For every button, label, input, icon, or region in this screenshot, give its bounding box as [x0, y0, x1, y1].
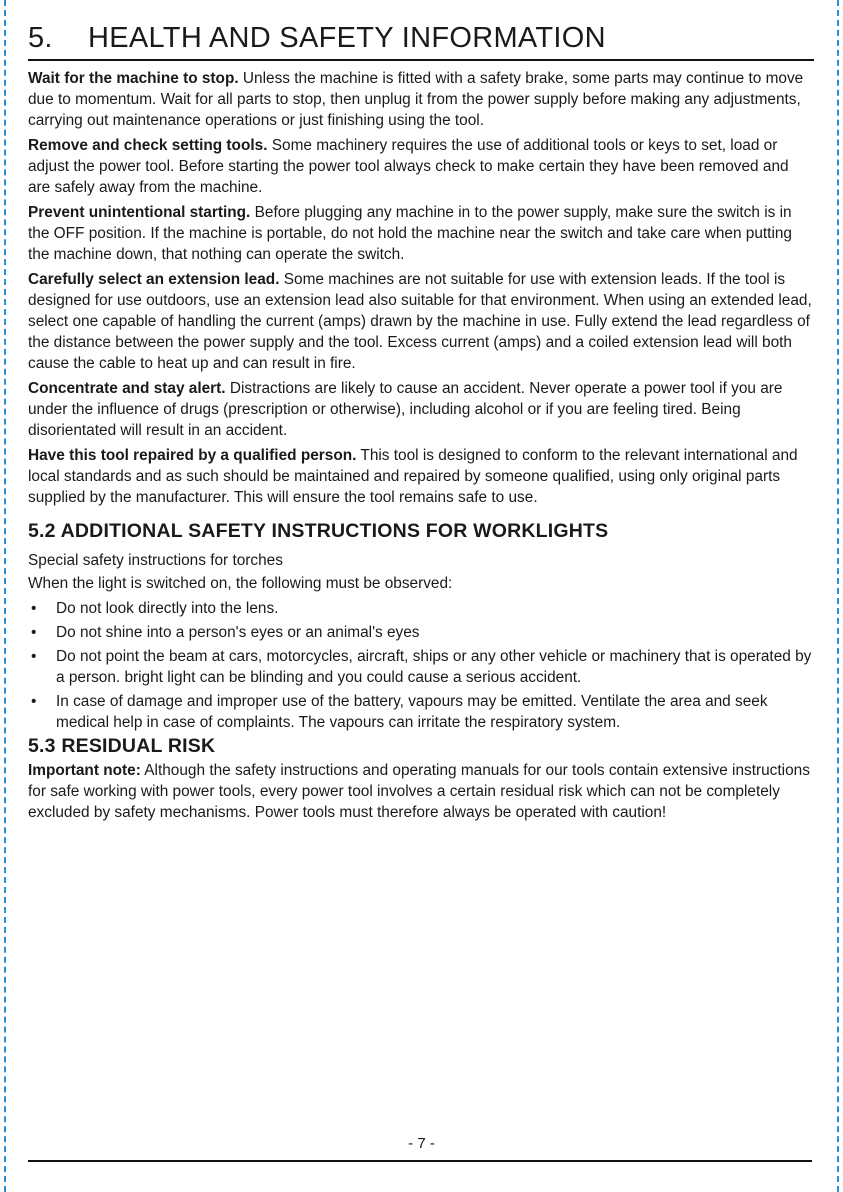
bullet-icon: • [31, 648, 37, 665]
list-item-text: Do not point the beam at cars, motorcycles, aircraft, ships or any other vehicle or machinery that is operated by a person. bright light can be blinding and you could cause a serious accident. [56, 648, 812, 686]
list-item [28, 691, 814, 733]
list-item [28, 646, 814, 688]
section-number: 5. [28, 22, 53, 54]
bullet-icon: • [31, 693, 37, 710]
rule-lead: Have this tool repaired by a qualified person. [28, 447, 357, 464]
rule-paragraph [28, 68, 814, 131]
rule-lead: Wait for the machine to stop. [28, 70, 239, 87]
list-item-text: Do not look directly into the lens. [56, 600, 279, 617]
rule-text: Before plugging any machine in to the power supply, make sure the switch is in the OFF position. If the machine is portable, do not hold the machine near the switch and take care when putting the machine down, that nothing can operate the switch. [28, 204, 792, 263]
footer-rule [28, 1160, 812, 1162]
rule-text: This tool is designed to conform to the relevant international and local standards and as such should be maintained and repaired by someone qualified, using only original parts supplied by the manufacturer. This will ensure the tool remains safe to use. [28, 447, 798, 506]
residual-risk-paragraph [28, 760, 814, 823]
section-5-3-heading: 5.3 RESIDUAL RISK [28, 735, 216, 757]
right-margin-dashes [837, 0, 839, 1192]
list-item-text: Do not shine into a person's eyes or an animal's eyes [56, 624, 420, 641]
list-item [28, 598, 814, 619]
rule-paragraph [28, 135, 814, 198]
worklight-bullet-list [28, 598, 814, 733]
worklight-intro-2: When the light is switched on, the following must be observed: [28, 575, 453, 592]
page-content [28, 22, 814, 827]
rule-paragraph [28, 445, 814, 508]
residual-risk-lead: Important note: [28, 762, 141, 779]
rule-text: Distractions are likely to cause an accident. Never operate a power tool if you are under the influence of drugs (prescription or otherwise), including alcohol or if you are feeling tired. Being disorientated will result in an accident. [28, 380, 783, 439]
rule-text: Some machines are not suitable for use with extension leads. If the tool is designed for use outdoors, use an extension lead also suitable for that environment. When using an extended lead, select one capable of handling the current (amps) drawn by the machine in use. Fully extend the lead regardless of the distance between the power supply and the tool. Excess current (amps) and a coiled extension lead will both cause the cable to heat up and can result in fire. [28, 271, 812, 372]
rule-text: Some machinery requires the use of additional tools or keys to set, load or adjust the power tool. Before starting the power tool always check to make certain they have been removed and are safely away from the machine. [28, 137, 789, 196]
page-number: - 7 - [408, 1135, 435, 1152]
section-title [28, 22, 814, 61]
left-margin-dashes [4, 0, 6, 1192]
worklight-intro-1: Special safety instructions for torches [28, 552, 283, 569]
rule-paragraph [28, 202, 814, 265]
rule-lead: Carefully select an extension lead. [28, 271, 280, 288]
section-5-2-heading: 5.2 ADDITIONAL SAFETY INSTRUCTIONS FOR WORKLIGHTS [28, 520, 609, 542]
rule-lead: Concentrate and stay alert. [28, 380, 226, 397]
list-item-text: In case of damage and improper use of the battery, vapours may be emitted. Ventilate the area and seek medical help in case of complaints. The vapours can irritate the respiratory system. [56, 693, 768, 731]
rule-paragraph [28, 269, 814, 374]
residual-risk-text: Although the safety instructions and operating manuals for our tools contain extensive instructions for safe working with power tools, every power tool involves a certain residual risk which can not be completely excluded by safety mechanisms. Power tools must therefore always be operated with caution! [28, 762, 810, 821]
safety-rules [28, 68, 814, 508]
rule-paragraph [28, 378, 814, 441]
rule-lead: Prevent unintentional starting. [28, 204, 251, 221]
list-item [28, 622, 814, 643]
bullet-icon: • [31, 600, 37, 617]
section-title-text: HEALTH AND SAFETY INFORMATION [88, 22, 606, 54]
rule-lead: Remove and check setting tools. [28, 137, 268, 154]
rule-text: Unless the machine is fitted with a safety brake, some parts may continue to move due to momentum. Wait for all parts to stop, then unplug it from the power supply before making any adjustments, carrying out maintenance operations or just finishing using the tool. [28, 70, 804, 129]
bullet-icon: • [31, 624, 37, 641]
